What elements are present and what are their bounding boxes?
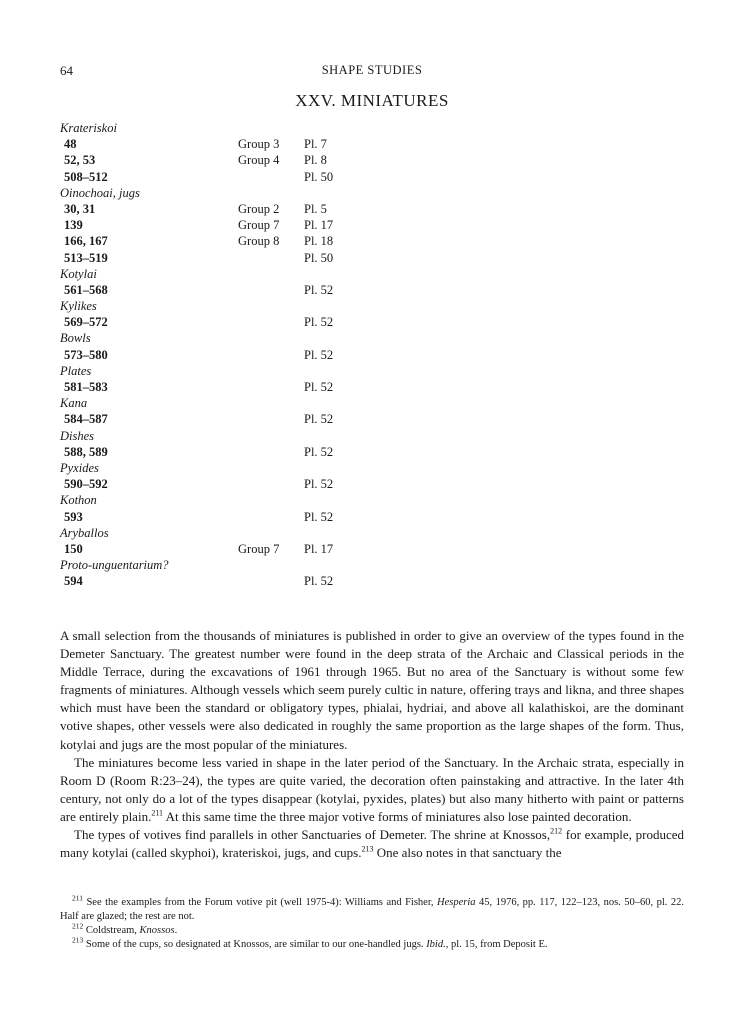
catalogue-entry	[60, 541, 380, 557]
catalogue-entry	[60, 411, 380, 427]
catalogue-entry	[60, 136, 380, 152]
entry-group: Group 8	[238, 234, 280, 249]
paragraph-text: One also notes in that sanctuary the	[373, 845, 562, 861]
entry-plate: Pl. 52	[304, 444, 334, 459]
entry-number: 139	[64, 218, 83, 233]
paragraph	[60, 826, 684, 862]
category-heading: Oinochoai, jugs	[60, 185, 140, 200]
category-heading: Kylikes	[60, 299, 97, 314]
entry-plate: Pl. 52	[304, 282, 334, 297]
entry-group: Group 3	[238, 137, 280, 152]
footnote-text: See the examples from the Forum votive pit (well 1975-4): Williams and Fisher,	[82, 897, 438, 908]
category-heading: Dishes	[60, 428, 95, 443]
entry-number: 508–512	[64, 169, 108, 184]
catalogue-entry	[60, 152, 380, 168]
entry-plate: Pl. 52	[304, 477, 334, 492]
category-heading: Aryballos	[60, 525, 109, 540]
footnote-title: Knossos	[139, 925, 175, 936]
entry-plate: Pl. 17	[304, 218, 334, 233]
footnote-number: 212	[72, 921, 84, 931]
running-head: SHAPE STUDIES	[321, 63, 423, 77]
entry-plate: Pl. 17	[304, 541, 334, 556]
entry-number: 594	[64, 574, 83, 589]
entry-group: Group 7	[238, 541, 280, 556]
footnote	[60, 935, 684, 952]
catalogue-entry	[60, 573, 380, 589]
category-heading: Kana	[60, 396, 88, 411]
catalogue-entry	[60, 169, 380, 185]
entry-number: 30, 31	[64, 201, 96, 216]
footnote-number: 213	[72, 935, 84, 945]
entry-number: 584–587	[64, 412, 108, 427]
category-heading: Bowls	[60, 331, 91, 346]
catalogue-entry	[60, 233, 380, 249]
entry-number: 150	[64, 541, 83, 556]
entry-number: 588, 589	[64, 444, 108, 459]
footnote-text: Some of the cups, so designated at Knossos, are similar to our one-handled jugs.	[83, 939, 427, 950]
entry-plate: Pl. 52	[304, 509, 334, 524]
catalogue-entry	[60, 217, 380, 233]
entry-plate: Pl. 52	[304, 574, 334, 589]
entry-number: 561–568	[64, 282, 108, 297]
section-title: XXV. MINIATURES	[295, 91, 449, 110]
entry-number: 590–592	[64, 477, 108, 492]
entry-plate: Pl. 8	[304, 153, 327, 168]
category-heading: Kotylai	[60, 266, 97, 281]
footnote-text: .	[174, 925, 178, 936]
footnote-reference: 211	[151, 808, 164, 818]
entry-number: 573–580	[64, 347, 108, 362]
footnote-reference: 213	[361, 844, 374, 854]
entry-plate: Pl. 18	[304, 234, 334, 249]
entry-group: Group 2	[238, 201, 280, 216]
entry-number: 513–519	[64, 250, 108, 265]
footnote-number: 211	[72, 893, 83, 903]
entry-number: 166, 167	[64, 234, 108, 249]
category-heading: Proto-unguentarium?	[60, 558, 169, 573]
category-heading: Pyxides	[60, 460, 99, 475]
entry-plate: Pl. 52	[304, 347, 334, 362]
entry-plate: Pl. 52	[304, 412, 334, 427]
paragraph-text: At this same time the three major votive forms of miniatures also lose painted decoration.	[163, 808, 632, 824]
entry-plate: Pl. 52	[304, 315, 334, 330]
catalogue-entry	[60, 347, 380, 363]
catalogue-entry	[60, 201, 380, 217]
footnote	[60, 893, 684, 924]
entry-plate: Pl. 50	[304, 169, 334, 184]
entry-number: 48	[64, 137, 77, 152]
entry-number: 569–572	[64, 315, 108, 330]
paragraph-text: The miniatures become less varied in shape in the later period of the Sanctuary. In the Archaic strata, especially in Room D (Room R:23–24), the types are quite varied, the decoration often painstaking and attractive. In the later 4th century, not only do a lot of the types disappear (kotylai, pyxides, plates) but also many hitherto with paint or patterns are entirely plain.	[60, 754, 684, 824]
entry-group: Group 7	[238, 218, 280, 233]
footnote-text: 45, 1976, pp. 117, 122–123, nos. 50–60, pl. 22. Half are glazed; the rest are not.	[60, 897, 684, 922]
paragraph: A small selection from the thousands of miniatures is published in order to give an overview of the types found in the Demeter Sanctuary. The greatest number were found in the deep strata of the Archaic and Classical periods in the Middle Terrace, during the excavations of 1961 through 1965. But no area of the Sanctuary is without some few fragments of miniatures. Although vessels which seem purely cultic in nature, offering trays and likna, and three shapes which must have been the standard or obligatory types, phialai, hydriai, and above all kalathiskoi, are the dominant votive shapes, other vessels were also dedicated in roughly the same proportion as the large shapes of the form. Thus, kotylai and jugs are the most popular of the miniatures.	[60, 628, 684, 752]
catalogue-entry	[60, 509, 380, 525]
footnote	[60, 921, 684, 938]
footnote-text: , pl. 15, from Deposit E.	[445, 939, 548, 950]
category-heading: Kothon	[60, 493, 97, 508]
entry-group: Group 4	[238, 153, 280, 168]
catalogue-list	[60, 120, 380, 589]
page-number: 64	[60, 63, 73, 78]
footnote-ibid: Ibid.	[426, 939, 446, 950]
catalogue-entry	[60, 476, 380, 492]
catalogue-entry	[60, 314, 380, 330]
paragraph	[60, 754, 684, 826]
entry-plate: Pl. 50	[304, 250, 334, 265]
entry-plate: Pl. 52	[304, 380, 334, 394]
category-heading: Plates	[60, 363, 92, 378]
catalogue-entry	[60, 250, 380, 266]
footnote-text: Coldstream,	[83, 925, 140, 936]
entry-number: 593	[64, 509, 83, 524]
body-text	[60, 627, 684, 862]
paragraph-text: for example, produced many kotylai (called skyphoi), krateriskoi, jugs, and cups.	[60, 827, 685, 861]
category-heading: Krateriskoi	[60, 121, 117, 135]
entry-number: 52, 53	[64, 153, 96, 168]
footnotes	[60, 893, 684, 952]
paragraph-text: The types of votives find parallels in other Sanctuaries of Demeter. The shrine at Knossos,	[74, 827, 551, 843]
entry-plate: Pl. 5	[304, 201, 327, 216]
catalogue-entry	[60, 379, 380, 395]
entry-number: 581–583	[64, 380, 108, 394]
catalogue-entry	[60, 282, 380, 298]
footnote-journal: Hesperia	[437, 897, 476, 908]
catalogue-entry	[60, 444, 380, 460]
footnote-reference: 212	[550, 826, 563, 836]
entry-plate: Pl. 7	[304, 137, 327, 152]
